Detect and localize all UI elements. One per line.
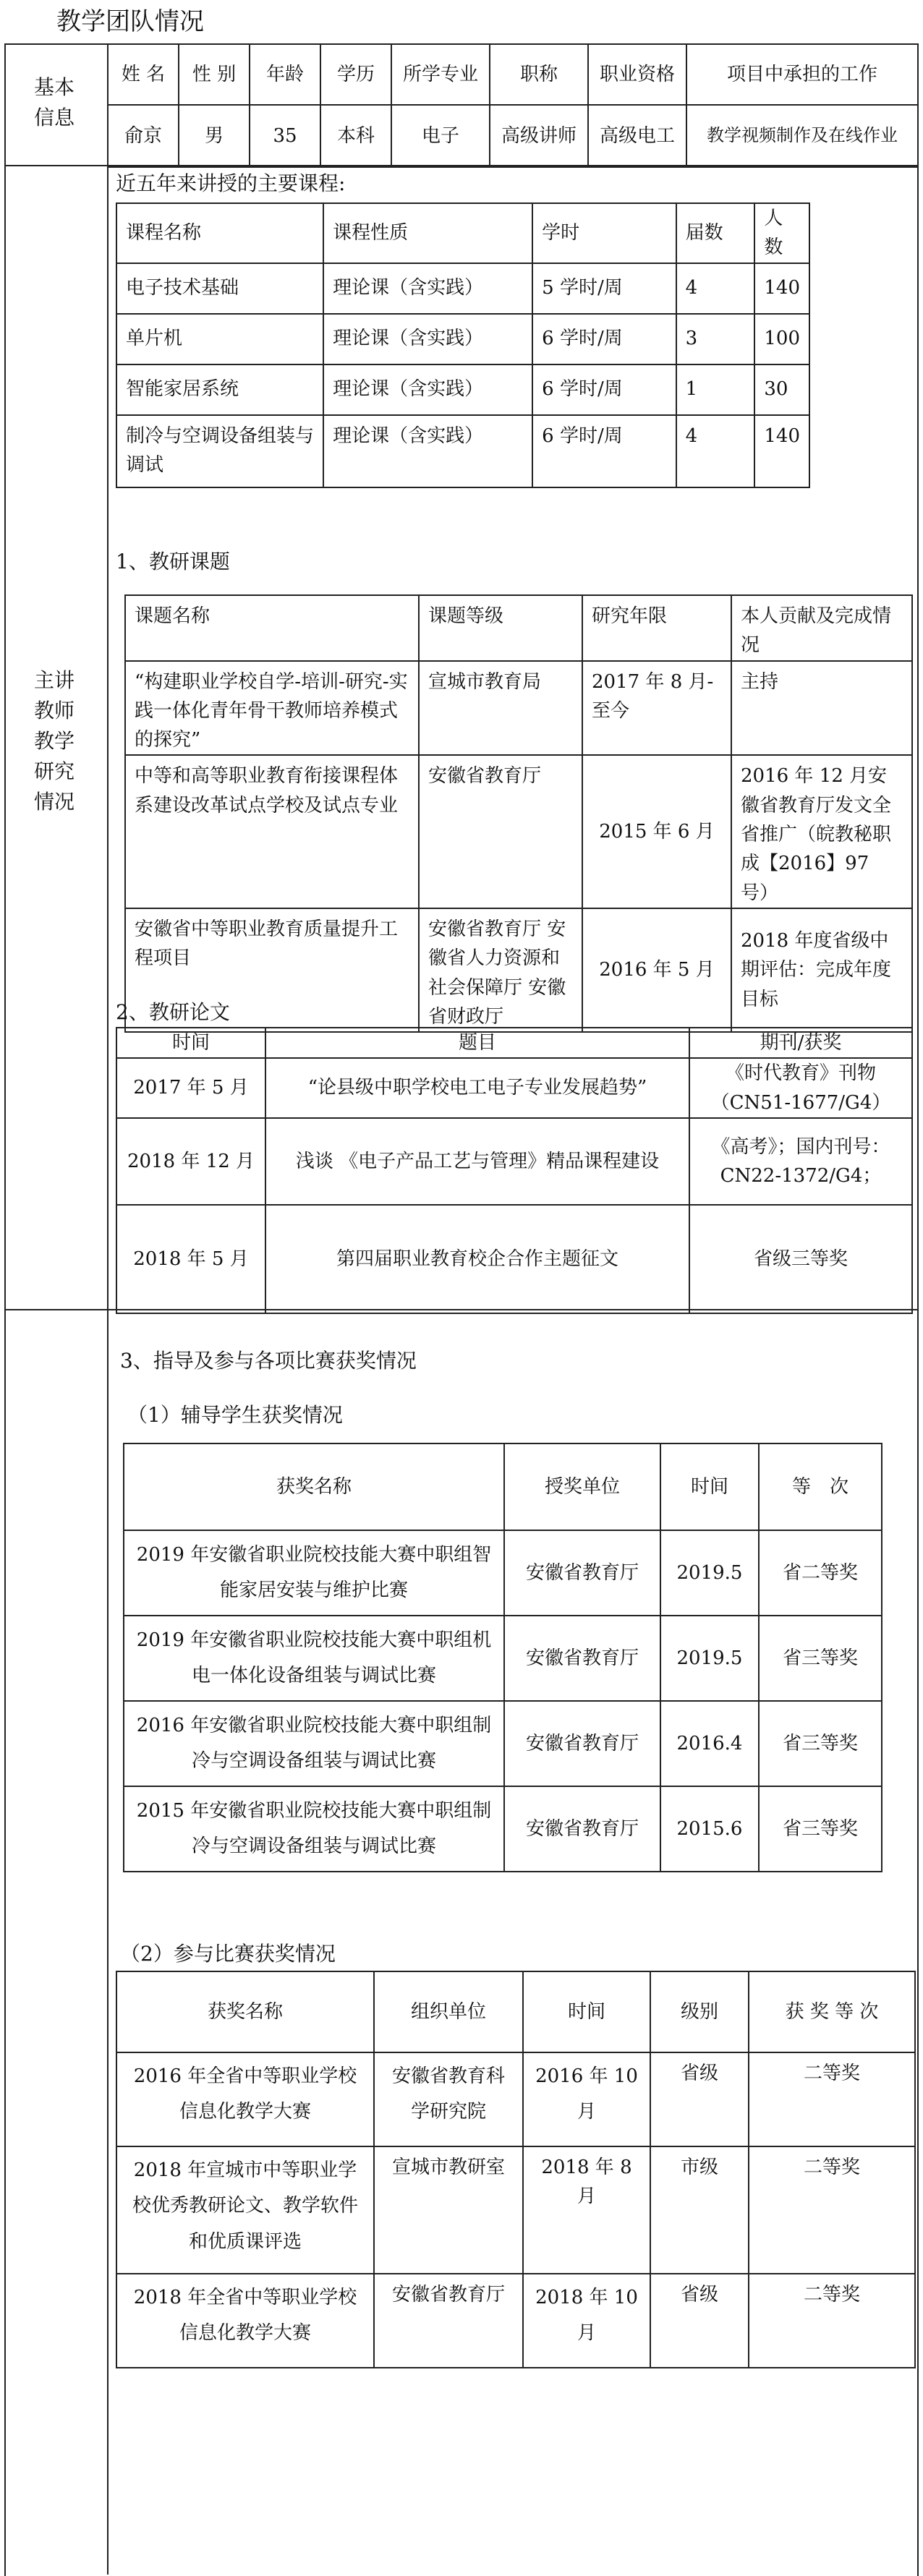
award-time: 2016.4 [660,1701,759,1786]
award-time: 2019.5 [660,1530,759,1616]
table-row [116,364,809,415]
papers-table [116,1027,913,1314]
research-table [124,594,913,1033]
val-title: 高级讲师 [490,105,588,167]
award-time: 2019.5 [660,1616,759,1701]
course-students: 140 [754,415,809,487]
self-col-time: 时间 [523,1971,650,2052]
student-col-award: 获奖名称 [124,1443,504,1530]
table-row [116,415,809,487]
self-award-name: 2018 年全省中等职业学校信息化教学大赛 [116,2274,374,2368]
basic-info-table [107,43,919,168]
paper-time: 2018 年 12 月 [116,1118,265,1205]
research-years: 2017 年 8 月-至今 [582,661,731,756]
research-heading: 1、教研课题 [116,550,230,573]
basic-value-row [108,105,918,167]
paper-title: “论县级中职学校电工电子专业发展趋势” [265,1058,689,1118]
course-type: 理论课（含实践） [323,415,532,487]
continuation-left-border [4,1309,6,2576]
paper-journal: 省级三等奖 [689,1205,912,1313]
award-name: 2015 年安徽省职业院校技能大赛中职组制冷与空调设备组装与调试比赛 [124,1786,504,1872]
basic-header-row [108,44,918,105]
self-awards-table [116,1971,916,2368]
course-name: 单片机 [116,314,323,364]
course-name: 制冷与空调设备组装与调试 [116,415,323,487]
self-col-org: 组织单位 [374,1971,523,2052]
course-sessions: 4 [676,415,755,487]
student-col-level: 等 次 [759,1443,882,1530]
award-unit: 安徽省教育厅 [504,1616,660,1701]
papers-col-time: 时间 [116,1028,265,1058]
self-col-grade: 级别 [650,1971,749,2052]
val-age: 35 [250,105,320,167]
table-row [116,1205,912,1313]
continuation-right-border [917,1309,919,2576]
research-col-contribution: 本人贡献及完成情况 [731,595,912,661]
table-row [116,314,809,364]
research-level: 安徽省教育厅 [419,755,582,908]
course-hours: 6 学时/周 [532,364,676,415]
paper-title: 第四届职业教育校企合作主题征文 [265,1205,689,1313]
research-contribution: 2018 年度省级中期评估：完成年度目标 [731,908,912,1032]
self-awards-heading: （2）参与比赛获奖情况 [120,1942,336,1966]
table-row [124,1616,882,1701]
research-years: 2015 年 6 月 [582,755,731,908]
table-row [116,1118,912,1205]
self-award-grade: 省级 [650,2274,749,2368]
courses-col-students: 人数 [754,203,809,263]
outer-left-border [4,43,6,1310]
award-unit: 安徽省教育厅 [504,1786,660,1872]
course-type: 理论课（含实践） [323,364,532,415]
self-award-name: 2016 年全省中等职业学校信息化教学大赛 [116,2052,374,2146]
student-awards-header-row [124,1443,882,1530]
course-sessions: 4 [676,263,755,314]
col-role: 项目中承担的工作 [686,44,918,105]
self-award-grade: 市级 [650,2146,749,2274]
table-row [125,755,912,908]
table-row [116,263,809,314]
research-years: 2016 年 5 月 [582,908,731,1032]
paper-journal: 《高考》；国内刊号：CN22-1372/G4； [689,1118,912,1205]
student-awards-heading: （1）辅导学生获奖情况 [127,1403,343,1427]
course-sessions: 1 [676,364,755,415]
self-award-time: 2018 年 8 月 [523,2146,650,2274]
col-qualification: 职业资格 [588,44,686,105]
val-role: 教学视频制作及在线作业 [686,105,918,167]
col-name: 姓 名 [108,44,179,105]
val-major: 电子 [391,105,490,167]
papers-col-journal: 期刊/获奖 [689,1028,912,1058]
courses-table [116,202,810,488]
main-teacher-label: 主讲教师教学研究情况 [33,668,75,814]
self-award-org: 安徽省教育厅 [374,2274,523,2368]
courses-header-row [116,203,809,263]
course-students: 30 [754,364,809,415]
course-hours: 5 学时/周 [532,263,676,314]
award-name: 2019 年安徽省职业院校技能大赛中职组智能家居安装与维护比赛 [124,1530,504,1616]
col-age: 年龄 [250,44,320,105]
student-awards-table [123,1443,882,1872]
course-type: 理论课（含实践） [323,263,532,314]
basic-info-label: 基本信息 [33,75,75,129]
self-award-time: 2018 年 10 月 [523,2274,650,2368]
table-row [116,2052,915,2146]
competitions-heading: 3、指导及参与各项比赛获奖情况 [120,1349,417,1373]
courses-heading: 近五年来讲授的主要课程: [116,171,346,195]
val-qualification: 高级电工 [588,105,686,167]
course-students: 100 [754,314,809,364]
research-level: 安徽省教育厅 安徽省人力资源和社会保障厅 安徽省财政厅 [419,908,582,1032]
research-contribution: 2016 年 12 月安徽省教育厅发文全省推广（皖教秘职成【2016】97 号） [731,755,912,908]
research-level: 宣城市教育局 [419,661,582,756]
papers-header-row [116,1028,912,1058]
table-row [116,2274,915,2368]
course-students: 140 [754,263,809,314]
course-type: 理论课（含实践） [323,314,532,364]
self-col-award: 获奖名称 [116,1971,374,2052]
course-hours: 6 学时/周 [532,415,676,487]
award-unit: 安徽省教育厅 [504,1701,660,1786]
research-col-level: 课题等级 [419,595,582,661]
course-name: 智能家居系统 [116,364,323,415]
col-gender: 性 别 [179,44,250,105]
self-award-time: 2016 年 10 月 [523,2052,650,2146]
paper-title: 浅谈 《电子产品工艺与管理》精品课程建设 [265,1118,689,1205]
page-title: 教学团队情况 [56,7,204,36]
val-gender: 男 [179,105,250,167]
self-award-org: 宣城市教研室 [374,2146,523,2274]
courses-col-name: 课程名称 [116,203,323,263]
courses-col-type: 课程性质 [323,203,532,263]
outer-right-border [917,43,919,1310]
award-level: 省三等奖 [759,1616,882,1701]
courses-col-hours: 学时 [532,203,676,263]
self-awards-header-row [116,1971,915,2052]
course-hours: 6 学时/周 [532,314,676,364]
col-major: 所学专业 [391,44,490,105]
award-level: 省三等奖 [759,1701,882,1786]
award-unit: 安徽省教育厅 [504,1530,660,1616]
course-name: 电子技术基础 [116,263,323,314]
award-name: 2019 年安徽省职业院校技能大赛中职组机电一体化设备组装与调试比赛 [124,1616,504,1701]
research-header-row [125,595,912,661]
research-name: 中等和高等职业教育衔接课程体系建设改革试点学校及试点专业 [125,755,419,908]
table-row [124,1530,882,1616]
course-sessions: 3 [676,314,755,364]
self-award-level: 二等奖 [749,2146,915,2274]
research-col-name: 课题名称 [125,595,419,661]
self-award-grade: 省级 [650,2052,749,2146]
table-row [124,1786,882,1872]
self-award-level: 二等奖 [749,2052,915,2146]
self-award-level: 二等奖 [749,2274,915,2368]
paper-journal: 《时代教育》刊物（CN51-1677/G4） [689,1058,912,1118]
self-col-level: 获 奖 等 次 [749,1971,915,2052]
table-row [116,2146,915,2274]
val-name: 俞京 [108,105,179,167]
table-row [116,1058,912,1118]
award-name: 2016 年安徽省职业院校技能大赛中职组制冷与空调设备组装与调试比赛 [124,1701,504,1786]
courses-col-sessions: 届数 [676,203,755,263]
research-name: “构建职业学校自学-培训-研究-实践一体化青年骨干教师培养模式的探究” [125,661,419,756]
col-education: 学历 [320,44,391,105]
table-row [125,661,912,756]
award-level: 省三等奖 [759,1786,882,1872]
research-contribution: 主持 [731,661,912,756]
student-col-unit: 授奖单位 [504,1443,660,1530]
student-col-time: 时间 [660,1443,759,1530]
paper-time: 2018 年 5 月 [116,1205,265,1313]
research-name: 安徽省中等职业教育质量提升工程项目 [125,908,419,1032]
research-col-years: 研究年限 [582,595,731,661]
val-education: 本科 [320,105,391,167]
award-level: 省二等奖 [759,1530,882,1616]
paper-time: 2017 年 5 月 [116,1058,265,1118]
table-row [124,1701,882,1786]
self-award-name: 2018 年宣城市中等职业学校优秀教研论文、教学软件和优质课评选 [116,2146,374,2274]
award-time: 2015.6 [660,1786,759,1872]
table-row [125,908,912,1032]
papers-heading: 2、教研论文 [116,1000,230,1024]
papers-col-title: 题目 [265,1028,689,1058]
self-award-org: 安徽省教育科学研究院 [374,2052,523,2146]
col-title: 职称 [490,44,588,105]
